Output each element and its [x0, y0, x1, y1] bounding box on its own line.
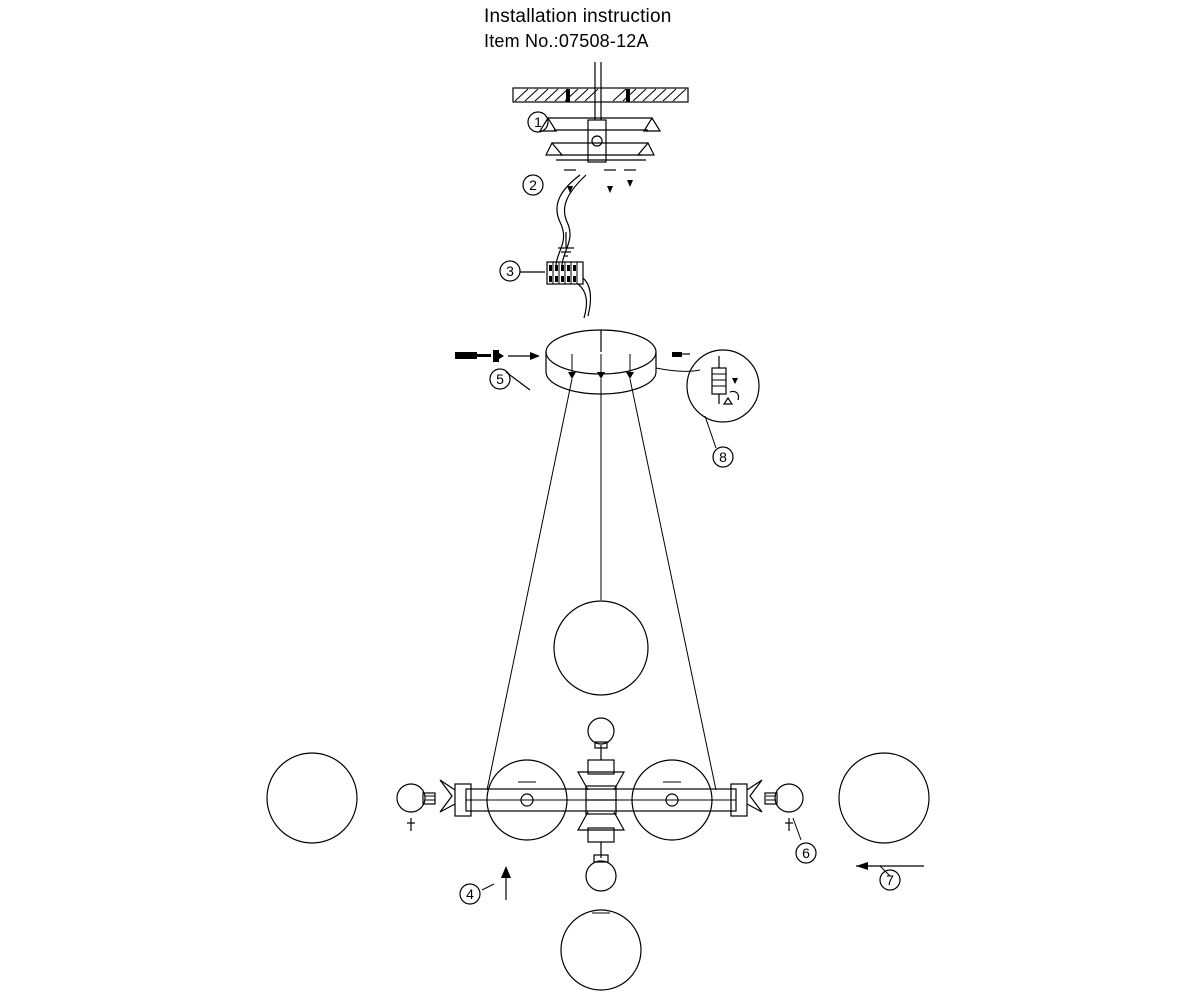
terminal-block	[520, 232, 591, 318]
mounting-screws	[564, 170, 636, 193]
callout-6	[796, 843, 816, 863]
glass-shade-bottom	[561, 910, 641, 990]
push-up-arrow	[482, 866, 511, 900]
bulb-left	[397, 784, 435, 831]
socket-down	[578, 812, 624, 891]
callout-7	[880, 870, 900, 890]
ceiling-group	[513, 62, 688, 120]
glass-shade-left-exploded	[267, 753, 357, 843]
callout-1-label: 1	[534, 114, 542, 130]
callout-3	[500, 261, 520, 281]
glass-shade-top	[554, 601, 648, 695]
item-number: Item No.:07508-12A	[484, 31, 649, 51]
callout-7-label: 7	[886, 872, 894, 888]
callout-5	[490, 369, 510, 389]
callout-3-label: 3	[506, 263, 514, 279]
callout-8-label: 8	[719, 449, 727, 465]
callout-2-label: 2	[529, 177, 537, 193]
callout-4-label: 4	[466, 886, 474, 902]
canopy	[546, 330, 690, 394]
bulb-right	[765, 784, 803, 840]
glass-shade-right-exploded	[839, 753, 929, 876]
callout-8	[713, 447, 733, 467]
page-title: Installation instruction	[484, 6, 672, 27]
callout-4	[460, 884, 480, 904]
suspension-wires	[487, 379, 716, 790]
ceiling-bracket	[540, 118, 660, 162]
cable-gripper-detail	[656, 350, 759, 448]
socket-up	[578, 718, 624, 790]
callout-5-label: 5	[496, 371, 504, 387]
callout-markers	[460, 112, 900, 904]
callout-6-label: 6	[802, 845, 810, 861]
callout-2	[523, 175, 543, 195]
